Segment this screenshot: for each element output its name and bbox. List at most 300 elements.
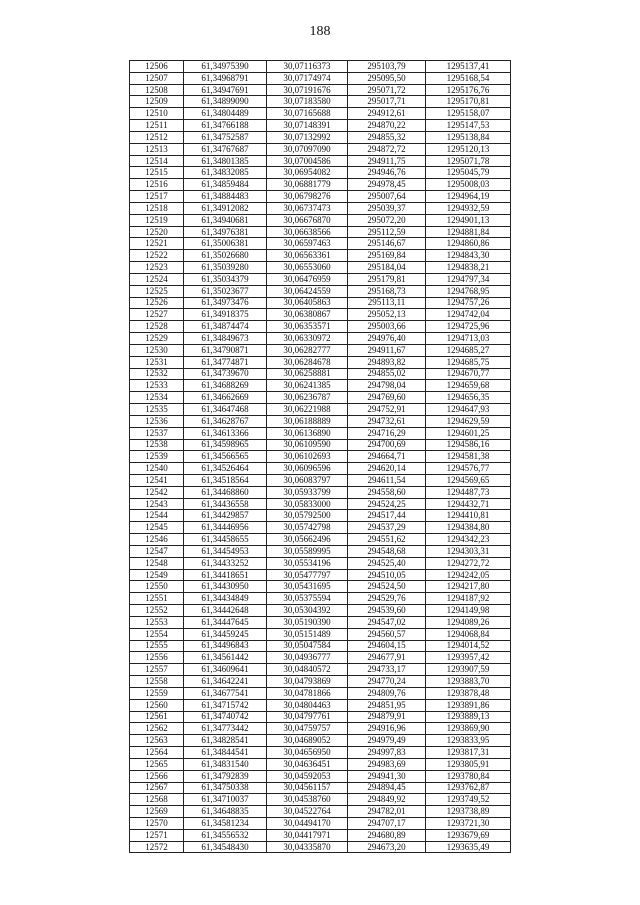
latitude-cell: 61,34710037 bbox=[184, 794, 267, 806]
y-coordinate-cell: 1295071,78 bbox=[426, 155, 511, 167]
table-row bbox=[130, 404, 511, 416]
y-coordinate-cell: 1295045,79 bbox=[426, 167, 511, 179]
y-coordinate-cell: 1294964,19 bbox=[426, 191, 511, 203]
point-number-cell: 12540 bbox=[130, 463, 184, 475]
longitude-cell: 30,05742798 bbox=[267, 522, 348, 534]
latitude-cell: 61,34581234 bbox=[184, 818, 267, 830]
point-number-cell: 12511 bbox=[130, 120, 184, 132]
table-row bbox=[130, 534, 511, 546]
longitude-cell: 30,06737473 bbox=[267, 202, 348, 214]
y-coordinate-cell: 1295170,81 bbox=[426, 96, 511, 108]
x-coordinate-cell: 294716,29 bbox=[348, 427, 426, 439]
y-coordinate-cell: 1293721,30 bbox=[426, 818, 511, 830]
longitude-cell: 30,06330972 bbox=[267, 333, 348, 345]
x-coordinate-cell: 294912,61 bbox=[348, 108, 426, 120]
table-row bbox=[130, 356, 511, 368]
point-number-cell: 12570 bbox=[130, 818, 184, 830]
longitude-cell: 30,06102693 bbox=[267, 451, 348, 463]
latitude-cell: 61,34526464 bbox=[184, 463, 267, 475]
table-row bbox=[130, 179, 511, 191]
table-row bbox=[130, 605, 511, 617]
table-row bbox=[130, 522, 511, 534]
latitude-cell: 61,34918375 bbox=[184, 309, 267, 321]
latitude-cell: 61,34844541 bbox=[184, 747, 267, 759]
point-number-cell: 12545 bbox=[130, 522, 184, 534]
longitude-cell: 30,04759757 bbox=[267, 723, 348, 735]
latitude-cell: 61,34556532 bbox=[184, 829, 267, 841]
longitude-cell: 30,06221988 bbox=[267, 404, 348, 416]
latitude-cell: 61,34648835 bbox=[184, 806, 267, 818]
y-coordinate-cell: 1295158,07 bbox=[426, 108, 511, 120]
y-coordinate-cell: 1294342,23 bbox=[426, 534, 511, 546]
longitude-cell: 30,06380867 bbox=[267, 309, 348, 321]
latitude-cell: 61,34609641 bbox=[184, 664, 267, 676]
latitude-cell: 61,34454953 bbox=[184, 545, 267, 557]
y-coordinate-cell: 1294217,80 bbox=[426, 581, 511, 593]
x-coordinate-cell: 294529,76 bbox=[348, 593, 426, 605]
latitude-cell: 61,34446956 bbox=[184, 522, 267, 534]
table-row bbox=[130, 368, 511, 380]
longitude-cell: 30,06083797 bbox=[267, 474, 348, 486]
point-number-cell: 12560 bbox=[130, 699, 184, 711]
point-number-cell: 12552 bbox=[130, 605, 184, 617]
x-coordinate-cell: 295112,59 bbox=[348, 226, 426, 238]
x-coordinate-cell: 294707,17 bbox=[348, 818, 426, 830]
point-number-cell: 12529 bbox=[130, 333, 184, 345]
point-number-cell: 12542 bbox=[130, 486, 184, 498]
latitude-cell: 61,34973476 bbox=[184, 297, 267, 309]
x-coordinate-cell: 294673,20 bbox=[348, 841, 426, 853]
longitude-cell: 30,05151489 bbox=[267, 628, 348, 640]
x-coordinate-cell: 294677,91 bbox=[348, 652, 426, 664]
x-coordinate-cell: 295169,84 bbox=[348, 250, 426, 262]
y-coordinate-cell: 1295120,13 bbox=[426, 143, 511, 155]
latitude-cell: 61,34874474 bbox=[184, 321, 267, 333]
y-coordinate-cell: 1294843,30 bbox=[426, 250, 511, 262]
x-coordinate-cell: 294851,95 bbox=[348, 699, 426, 711]
point-number-cell: 12551 bbox=[130, 593, 184, 605]
x-coordinate-cell: 294611,54 bbox=[348, 474, 426, 486]
y-coordinate-cell: 1294149,98 bbox=[426, 605, 511, 617]
x-coordinate-cell: 295039,37 bbox=[348, 202, 426, 214]
latitude-cell: 61,34613366 bbox=[184, 427, 267, 439]
point-number-cell: 12544 bbox=[130, 510, 184, 522]
y-coordinate-cell: 1294659,68 bbox=[426, 380, 511, 392]
point-number-cell: 12553 bbox=[130, 616, 184, 628]
table-row bbox=[130, 486, 511, 498]
table-row bbox=[130, 250, 511, 262]
table-row bbox=[130, 309, 511, 321]
table-row bbox=[130, 167, 511, 179]
latitude-cell: 61,34792839 bbox=[184, 770, 267, 782]
y-coordinate-cell: 1295168,54 bbox=[426, 72, 511, 84]
x-coordinate-cell: 294911,67 bbox=[348, 344, 426, 356]
point-number-cell: 12509 bbox=[130, 96, 184, 108]
x-coordinate-cell: 294558,60 bbox=[348, 486, 426, 498]
point-number-cell: 12532 bbox=[130, 368, 184, 380]
table-row bbox=[130, 676, 511, 688]
latitude-cell: 61,35006381 bbox=[184, 238, 267, 250]
table-row bbox=[130, 474, 511, 486]
x-coordinate-cell: 295113,11 bbox=[348, 297, 426, 309]
point-number-cell: 12519 bbox=[130, 214, 184, 226]
x-coordinate-cell: 294551,62 bbox=[348, 534, 426, 546]
y-coordinate-cell: 1294932,59 bbox=[426, 202, 511, 214]
longitude-cell: 30,06109590 bbox=[267, 439, 348, 451]
longitude-cell: 30,06563361 bbox=[267, 250, 348, 262]
table-row bbox=[130, 226, 511, 238]
x-coordinate-cell: 294809,76 bbox=[348, 687, 426, 699]
longitude-cell: 30,06136890 bbox=[267, 427, 348, 439]
table-row bbox=[130, 285, 511, 297]
table-row bbox=[130, 96, 511, 108]
latitude-cell: 61,34566565 bbox=[184, 451, 267, 463]
x-coordinate-cell: 294911,75 bbox=[348, 155, 426, 167]
longitude-cell: 30,06282777 bbox=[267, 344, 348, 356]
longitude-cell: 30,05534196 bbox=[267, 557, 348, 569]
y-coordinate-cell: 1294685,75 bbox=[426, 356, 511, 368]
table-row bbox=[130, 758, 511, 770]
x-coordinate-cell: 294537,29 bbox=[348, 522, 426, 534]
table-row bbox=[130, 628, 511, 640]
table-row bbox=[130, 557, 511, 569]
table-row bbox=[130, 616, 511, 628]
table-row bbox=[130, 333, 511, 345]
latitude-cell: 61,34429857 bbox=[184, 510, 267, 522]
point-number-cell: 12555 bbox=[130, 640, 184, 652]
table-row bbox=[130, 463, 511, 475]
longitude-cell: 30,04840572 bbox=[267, 664, 348, 676]
y-coordinate-cell: 1293635,49 bbox=[426, 841, 511, 853]
point-number-cell: 12513 bbox=[130, 143, 184, 155]
longitude-cell: 30,07174974 bbox=[267, 72, 348, 84]
x-coordinate-cell: 294560,57 bbox=[348, 628, 426, 640]
x-coordinate-cell: 294680,89 bbox=[348, 829, 426, 841]
y-coordinate-cell: 1293749,52 bbox=[426, 794, 511, 806]
point-number-cell: 12525 bbox=[130, 285, 184, 297]
table-row bbox=[130, 652, 511, 664]
latitude-cell: 61,34647468 bbox=[184, 404, 267, 416]
y-coordinate-cell: 1294838,21 bbox=[426, 262, 511, 274]
y-coordinate-cell: 1293869,90 bbox=[426, 723, 511, 735]
table-row bbox=[130, 344, 511, 356]
point-number-cell: 12566 bbox=[130, 770, 184, 782]
table-row bbox=[130, 238, 511, 250]
x-coordinate-cell: 294894,45 bbox=[348, 782, 426, 794]
point-number-cell: 12524 bbox=[130, 273, 184, 285]
y-coordinate-cell: 1293891,86 bbox=[426, 699, 511, 711]
table-row bbox=[130, 61, 511, 73]
y-coordinate-cell: 1294629,59 bbox=[426, 415, 511, 427]
y-coordinate-cell: 1293780,84 bbox=[426, 770, 511, 782]
longitude-cell: 30,04804463 bbox=[267, 699, 348, 711]
latitude-cell: 61,34976381 bbox=[184, 226, 267, 238]
table-row bbox=[130, 782, 511, 794]
point-number-cell: 12557 bbox=[130, 664, 184, 676]
y-coordinate-cell: 1294242,05 bbox=[426, 569, 511, 581]
point-number-cell: 12527 bbox=[130, 309, 184, 321]
y-coordinate-cell: 1294487,73 bbox=[426, 486, 511, 498]
latitude-cell: 61,34436558 bbox=[184, 498, 267, 510]
point-number-cell: 12541 bbox=[130, 474, 184, 486]
longitude-cell: 30,06798276 bbox=[267, 191, 348, 203]
longitude-cell: 30,07132992 bbox=[267, 131, 348, 143]
table-row bbox=[130, 84, 511, 96]
point-number-cell: 12556 bbox=[130, 652, 184, 664]
x-coordinate-cell: 294978,45 bbox=[348, 179, 426, 191]
y-coordinate-cell: 1293957,42 bbox=[426, 652, 511, 664]
x-coordinate-cell: 294539,60 bbox=[348, 605, 426, 617]
y-coordinate-cell: 1293889,13 bbox=[426, 711, 511, 723]
longitude-cell: 30,06954082 bbox=[267, 167, 348, 179]
latitude-cell: 61,34561442 bbox=[184, 652, 267, 664]
point-number-cell: 12567 bbox=[130, 782, 184, 794]
latitude-cell: 61,35034379 bbox=[184, 273, 267, 285]
y-coordinate-cell: 1294647,93 bbox=[426, 404, 511, 416]
latitude-cell: 61,34884483 bbox=[184, 191, 267, 203]
longitude-cell: 30,04417971 bbox=[267, 829, 348, 841]
point-number-cell: 12565 bbox=[130, 758, 184, 770]
longitude-cell: 30,04561157 bbox=[267, 782, 348, 794]
x-coordinate-cell: 294983,69 bbox=[348, 758, 426, 770]
latitude-cell: 61,34899090 bbox=[184, 96, 267, 108]
x-coordinate-cell: 295052,13 bbox=[348, 309, 426, 321]
longitude-cell: 30,04656950 bbox=[267, 747, 348, 759]
x-coordinate-cell: 295007,64 bbox=[348, 191, 426, 203]
table-row bbox=[130, 120, 511, 132]
longitude-cell: 30,07191676 bbox=[267, 84, 348, 96]
table-row bbox=[130, 664, 511, 676]
longitude-cell: 30,04538760 bbox=[267, 794, 348, 806]
latitude-cell: 61,34773442 bbox=[184, 723, 267, 735]
table-row bbox=[130, 794, 511, 806]
longitude-cell: 30,04797761 bbox=[267, 711, 348, 723]
latitude-cell: 61,34750338 bbox=[184, 782, 267, 794]
longitude-cell: 30,06638566 bbox=[267, 226, 348, 238]
table-row bbox=[130, 108, 511, 120]
longitude-cell: 30,05792500 bbox=[267, 510, 348, 522]
table-row bbox=[130, 711, 511, 723]
point-number-cell: 12569 bbox=[130, 806, 184, 818]
point-number-cell: 12571 bbox=[130, 829, 184, 841]
y-coordinate-cell: 1294685,27 bbox=[426, 344, 511, 356]
y-coordinate-cell: 1294384,80 bbox=[426, 522, 511, 534]
latitude-cell: 61,34418651 bbox=[184, 569, 267, 581]
point-number-cell: 12523 bbox=[130, 262, 184, 274]
coordinate-table-body bbox=[130, 61, 511, 853]
table-row bbox=[130, 415, 511, 427]
y-coordinate-cell: 1294670,77 bbox=[426, 368, 511, 380]
table-row bbox=[130, 427, 511, 439]
point-number-cell: 12528 bbox=[130, 321, 184, 333]
table-row bbox=[130, 806, 511, 818]
longitude-cell: 30,07183580 bbox=[267, 96, 348, 108]
latitude-cell: 61,34715742 bbox=[184, 699, 267, 711]
longitude-cell: 30,07165688 bbox=[267, 108, 348, 120]
point-number-cell: 12547 bbox=[130, 545, 184, 557]
latitude-cell: 61,34767687 bbox=[184, 143, 267, 155]
y-coordinate-cell: 1295176,76 bbox=[426, 84, 511, 96]
longitude-cell: 30,04592053 bbox=[267, 770, 348, 782]
latitude-cell: 61,34801385 bbox=[184, 155, 267, 167]
latitude-cell: 61,34739670 bbox=[184, 368, 267, 380]
point-number-cell: 12517 bbox=[130, 191, 184, 203]
x-coordinate-cell: 294976,40 bbox=[348, 333, 426, 345]
latitude-cell: 61,34434849 bbox=[184, 593, 267, 605]
latitude-cell: 61,34912082 bbox=[184, 202, 267, 214]
latitude-cell: 61,34940681 bbox=[184, 214, 267, 226]
point-number-cell: 12564 bbox=[130, 747, 184, 759]
x-coordinate-cell: 294525,40 bbox=[348, 557, 426, 569]
x-coordinate-cell: 294664,71 bbox=[348, 451, 426, 463]
table-row bbox=[130, 723, 511, 735]
table-row bbox=[130, 581, 511, 593]
y-coordinate-cell: 1294089,26 bbox=[426, 616, 511, 628]
point-number-cell: 12518 bbox=[130, 202, 184, 214]
x-coordinate-cell: 294855,32 bbox=[348, 131, 426, 143]
x-coordinate-cell: 294946,76 bbox=[348, 167, 426, 179]
y-coordinate-cell: 1294742,04 bbox=[426, 309, 511, 321]
point-number-cell: 12568 bbox=[130, 794, 184, 806]
point-number-cell: 12516 bbox=[130, 179, 184, 191]
latitude-cell: 61,34468860 bbox=[184, 486, 267, 498]
x-coordinate-cell: 294547,02 bbox=[348, 616, 426, 628]
longitude-cell: 30,07116373 bbox=[267, 61, 348, 73]
latitude-cell: 61,34975390 bbox=[184, 61, 267, 73]
x-coordinate-cell: 295184,04 bbox=[348, 262, 426, 274]
point-number-cell: 12534 bbox=[130, 392, 184, 404]
point-number-cell: 12558 bbox=[130, 676, 184, 688]
x-coordinate-cell: 294733,17 bbox=[348, 664, 426, 676]
latitude-cell: 61,34447645 bbox=[184, 616, 267, 628]
x-coordinate-cell: 294997,83 bbox=[348, 747, 426, 759]
x-coordinate-cell: 294870,22 bbox=[348, 120, 426, 132]
table-row bbox=[130, 498, 511, 510]
table-row bbox=[130, 818, 511, 830]
table-row bbox=[130, 273, 511, 285]
y-coordinate-cell: 1295147,53 bbox=[426, 120, 511, 132]
x-coordinate-cell: 294872,72 bbox=[348, 143, 426, 155]
point-number-cell: 12512 bbox=[130, 131, 184, 143]
y-coordinate-cell: 1294901,13 bbox=[426, 214, 511, 226]
longitude-cell: 30,04335870 bbox=[267, 841, 348, 853]
point-number-cell: 12531 bbox=[130, 356, 184, 368]
x-coordinate-cell: 294524,50 bbox=[348, 581, 426, 593]
longitude-cell: 30,06476959 bbox=[267, 273, 348, 285]
x-coordinate-cell: 294752,91 bbox=[348, 404, 426, 416]
x-coordinate-cell: 294798,04 bbox=[348, 380, 426, 392]
latitude-cell: 61,34642241 bbox=[184, 676, 267, 688]
table-row bbox=[130, 640, 511, 652]
longitude-cell: 30,06188889 bbox=[267, 415, 348, 427]
latitude-cell: 61,34968791 bbox=[184, 72, 267, 84]
x-coordinate-cell: 294732,61 bbox=[348, 415, 426, 427]
y-coordinate-cell: 1294656,35 bbox=[426, 392, 511, 404]
y-coordinate-cell: 1294576,77 bbox=[426, 463, 511, 475]
table-row bbox=[130, 735, 511, 747]
x-coordinate-cell: 294893,82 bbox=[348, 356, 426, 368]
latitude-cell: 61,35026680 bbox=[184, 250, 267, 262]
longitude-cell: 30,05375594 bbox=[267, 593, 348, 605]
y-coordinate-cell: 1293738,89 bbox=[426, 806, 511, 818]
x-coordinate-cell: 294770,24 bbox=[348, 676, 426, 688]
y-coordinate-cell: 1294601,25 bbox=[426, 427, 511, 439]
x-coordinate-cell: 294604,15 bbox=[348, 640, 426, 652]
x-coordinate-cell: 294879,91 bbox=[348, 711, 426, 723]
x-coordinate-cell: 295017,71 bbox=[348, 96, 426, 108]
y-coordinate-cell: 1294725,96 bbox=[426, 321, 511, 333]
longitude-cell: 30,05190390 bbox=[267, 616, 348, 628]
table-row bbox=[130, 593, 511, 605]
longitude-cell: 30,05933799 bbox=[267, 486, 348, 498]
point-number-cell: 12520 bbox=[130, 226, 184, 238]
table-row bbox=[130, 214, 511, 226]
point-number-cell: 12563 bbox=[130, 735, 184, 747]
x-coordinate-cell: 294782,01 bbox=[348, 806, 426, 818]
point-number-cell: 12510 bbox=[130, 108, 184, 120]
y-coordinate-cell: 1294569,65 bbox=[426, 474, 511, 486]
point-number-cell: 12506 bbox=[130, 61, 184, 73]
point-number-cell: 12514 bbox=[130, 155, 184, 167]
latitude-cell: 61,34804489 bbox=[184, 108, 267, 120]
x-coordinate-cell: 295071,72 bbox=[348, 84, 426, 96]
x-coordinate-cell: 294510,05 bbox=[348, 569, 426, 581]
point-number-cell: 12550 bbox=[130, 581, 184, 593]
y-coordinate-cell: 1293817,31 bbox=[426, 747, 511, 759]
point-number-cell: 12535 bbox=[130, 404, 184, 416]
latitude-cell: 61,34628767 bbox=[184, 415, 267, 427]
table-row bbox=[130, 569, 511, 581]
y-coordinate-cell: 1293762,87 bbox=[426, 782, 511, 794]
longitude-cell: 30,05477797 bbox=[267, 569, 348, 581]
point-number-cell: 12530 bbox=[130, 344, 184, 356]
longitude-cell: 30,06353571 bbox=[267, 321, 348, 333]
longitude-cell: 30,04793869 bbox=[267, 676, 348, 688]
longitude-cell: 30,05589995 bbox=[267, 545, 348, 557]
y-coordinate-cell: 1295008,03 bbox=[426, 179, 511, 191]
longitude-cell: 30,07097090 bbox=[267, 143, 348, 155]
y-coordinate-cell: 1294581,38 bbox=[426, 451, 511, 463]
longitude-cell: 30,05431695 bbox=[267, 581, 348, 593]
table-row bbox=[130, 841, 511, 853]
point-number-cell: 12546 bbox=[130, 534, 184, 546]
x-coordinate-cell: 294620,14 bbox=[348, 463, 426, 475]
table-row bbox=[130, 202, 511, 214]
longitude-cell: 30,07004586 bbox=[267, 155, 348, 167]
table-row bbox=[130, 451, 511, 463]
latitude-cell: 61,34832085 bbox=[184, 167, 267, 179]
point-number-cell: 12522 bbox=[130, 250, 184, 262]
point-number-cell: 12559 bbox=[130, 687, 184, 699]
table-row bbox=[130, 321, 511, 333]
x-coordinate-cell: 294979,49 bbox=[348, 735, 426, 747]
x-coordinate-cell: 294916,96 bbox=[348, 723, 426, 735]
latitude-cell: 61,34430950 bbox=[184, 581, 267, 593]
latitude-cell: 61,34548430 bbox=[184, 841, 267, 853]
y-coordinate-cell: 1294797,34 bbox=[426, 273, 511, 285]
x-coordinate-cell: 294700,69 bbox=[348, 439, 426, 451]
x-coordinate-cell: 294548,68 bbox=[348, 545, 426, 557]
longitude-cell: 30,04636451 bbox=[267, 758, 348, 770]
y-coordinate-cell: 1294272,72 bbox=[426, 557, 511, 569]
y-coordinate-cell: 1294014,52 bbox=[426, 640, 511, 652]
y-coordinate-cell: 1294586,16 bbox=[426, 439, 511, 451]
point-number-cell: 12539 bbox=[130, 451, 184, 463]
y-coordinate-cell: 1294410,81 bbox=[426, 510, 511, 522]
longitude-cell: 30,04936777 bbox=[267, 652, 348, 664]
x-coordinate-cell: 294524,25 bbox=[348, 498, 426, 510]
latitude-cell: 61,34662669 bbox=[184, 392, 267, 404]
